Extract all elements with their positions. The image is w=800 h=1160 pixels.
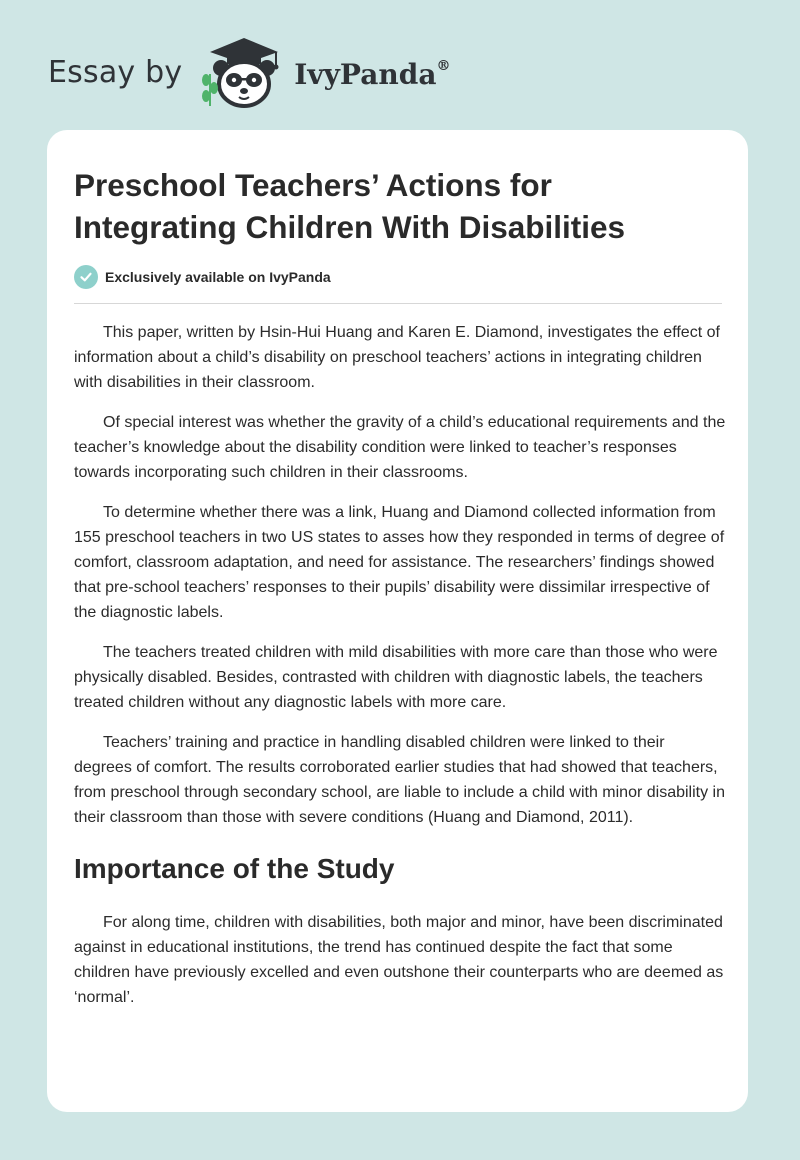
article-title: Preschool Teachers’ Actions for Integrating Children With Disabilities bbox=[74, 167, 626, 245]
brand-header bbox=[48, 34, 450, 110]
check-circle-icon bbox=[74, 265, 98, 289]
brand-name bbox=[294, 58, 450, 91]
trademark-mark: ® bbox=[436, 57, 451, 74]
article-card bbox=[47, 130, 748, 1112]
exclusive-badge-text: Exclusively available on IvyPanda bbox=[105, 269, 331, 285]
body-paragraph: For along time, children with disabilities, both major and minor, have been discriminated against in educational institutions, the trend has continued despite the fact that some children have previously excelled and even outshone their counterparts who are deemed as ‘normal’. bbox=[74, 914, 724, 1006]
article-body bbox=[74, 320, 726, 1025]
brand-name-text: IvyPanda bbox=[294, 57, 437, 91]
brand-prefix: Essay by bbox=[48, 54, 183, 90]
body-paragraph: This paper, written by Hsin-Hui Huang and Karen E. Diamond, investigates the effect of information about a child’s disability on preschool teachers’ actions in integrating children with disabilities in their classroom. bbox=[74, 324, 720, 391]
body-paragraph: To determine whether there was a link, Huang and Diamond collected information from 155 preschool teachers in two US states to asses how they responded in terms of degree of comfort, classroom adaptation, and need for assistance. The researchers’ findings showed that pre-school teachers’ responses to their pupils’ disability were dissimilar irrespective of the diagnostic labels. bbox=[74, 504, 725, 621]
title-divider bbox=[74, 303, 722, 304]
body-paragraph: Teachers’ training and practice in handling disabled children were linked to their degrees of comfort. The results corroborated earlier studies that had showed that teachers, from preschool through secondary school, are liable to include a child with minor disability in their classroom than those with severe conditions (Huang and Diamond, 2011). bbox=[74, 734, 725, 826]
exclusive-badge bbox=[74, 265, 331, 289]
section-heading: Importance of the Study bbox=[74, 853, 395, 884]
body-paragraph: Of special interest was whether the gravity of a child’s educational requirements and the teacher’s knowledge about the disability condition were linked to teacher’s responses towards incorporating such children in their classrooms. bbox=[74, 414, 726, 481]
body-paragraph: The teachers treated children with mild disabilities with more care than those who were physically disabled. Besides, contrasted with children with diagnostic labels, the teachers treated children without any diagnostic labels with more care. bbox=[74, 644, 718, 711]
panda-graduate-logo-icon bbox=[196, 34, 292, 110]
